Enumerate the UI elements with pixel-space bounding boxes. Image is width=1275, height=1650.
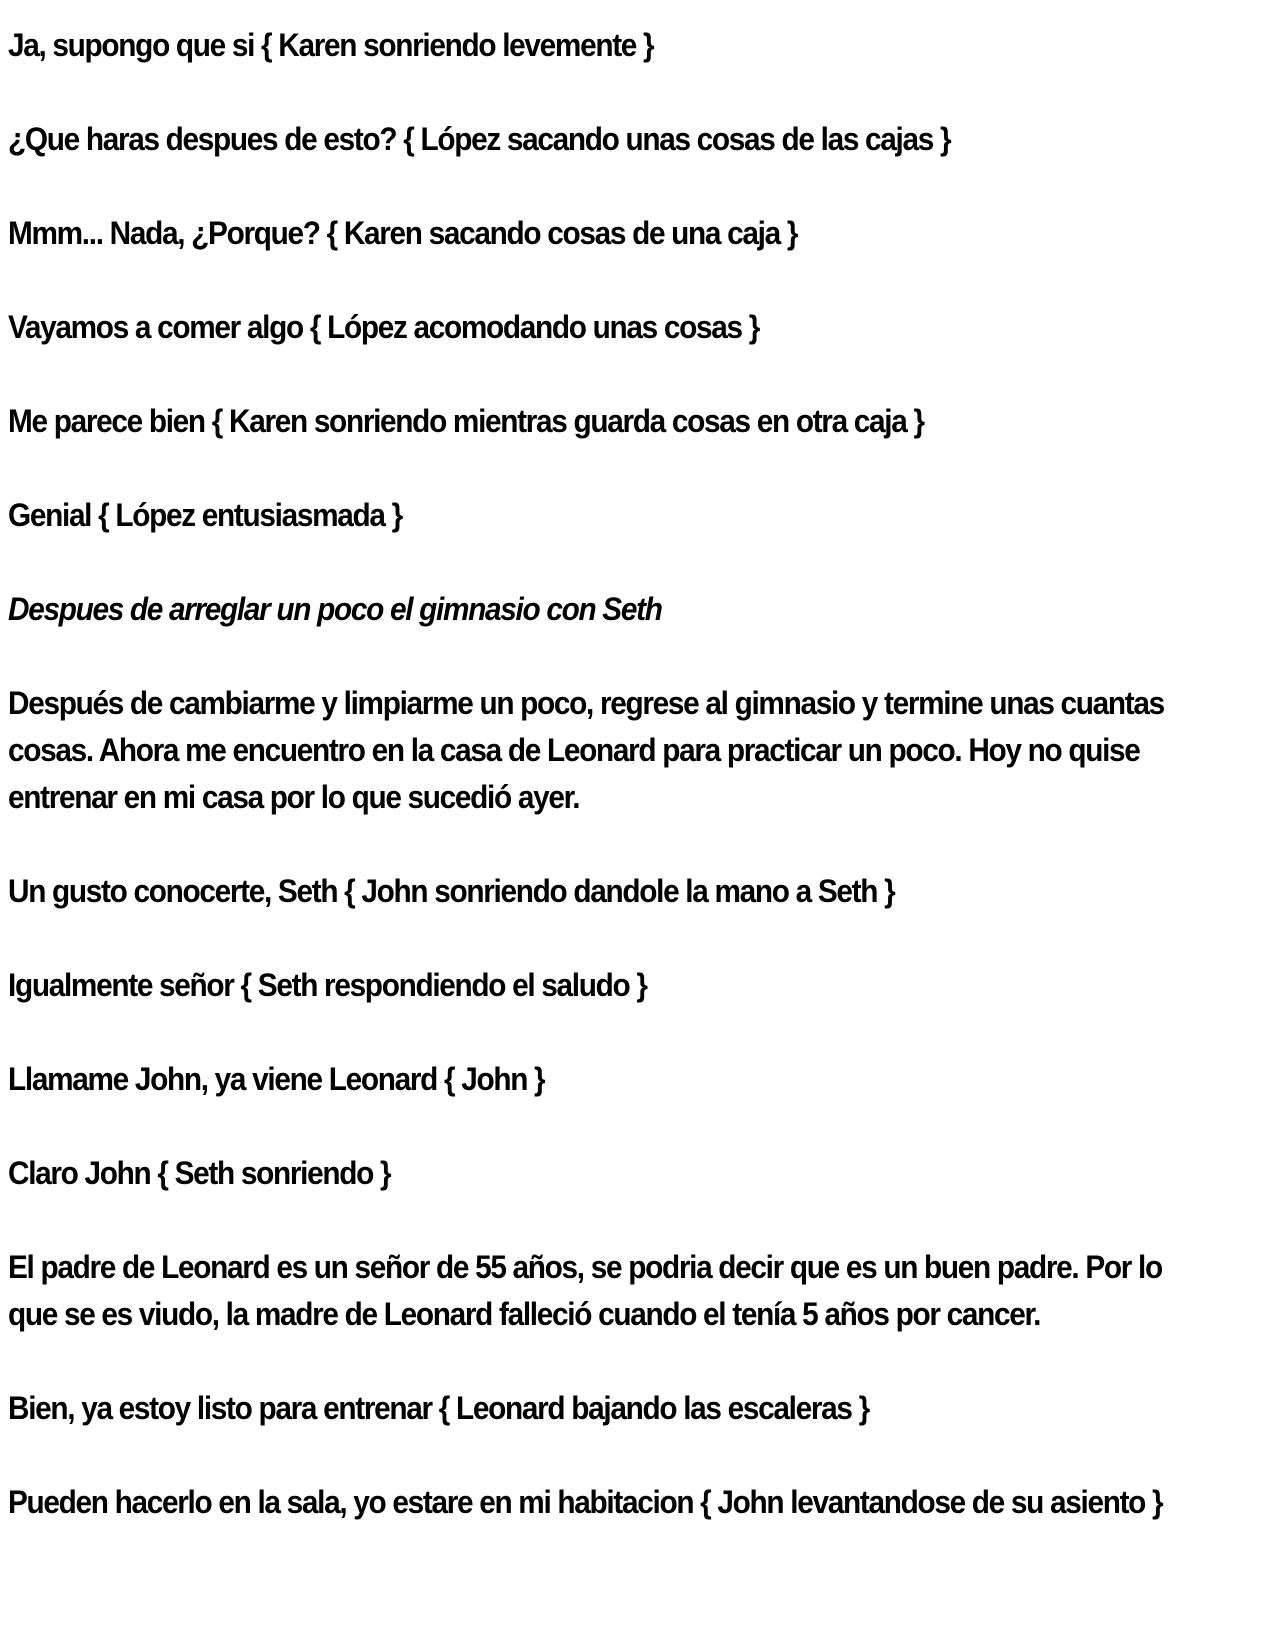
paragraph-1: Ja, supongo que si { Karen sonriendo levemente } <box>8 27 654 63</box>
paragraph-4: Vayamos a comer algo { López acomodando unas cosas } <box>8 309 759 345</box>
scene-heading: Despues de arreglar un poco el gimnasio con Seth <box>8 591 662 627</box>
paragraph-10: Igualmente señor { Seth respondiendo el saludo } <box>8 967 647 1003</box>
paragraph-6: Genial { López entusiasmada } <box>8 497 402 533</box>
paragraph-2: ¿Que haras despues de esto? { López sacando unas cosas de las cajas } <box>8 121 951 157</box>
narration-paragraph-1: Después de cambiarme y limpiarme un poco, regrese al gimnasio y termine unas cuantas cosas. Ahora me encuentro en la casa de Leonard para practicar un poco. Hoy no quise entrenar en mi casa por lo que sucedió ayer. <box>8 685 1164 815</box>
paragraph-12: Claro John { Seth sonriendo } <box>8 1155 391 1191</box>
paragraph-11: Llamame John, ya viene Leonard { John } <box>8 1061 545 1097</box>
paragraph-5: Me parece bien { Karen sonriendo mientras guarda cosas en otra caja } <box>8 403 924 439</box>
document-page <box>8 22 1175 1526</box>
narration-paragraph-2: El padre de Leonard es un señor de 55 años, se podria decir que es un buen padre. Por lo que se es viudo, la madre de Leonard falleció cuando el tenía 5 años por cancer. <box>8 1249 1162 1332</box>
paragraph-9: Un gusto conocerte, Seth { John sonriendo dandole la mano a Seth } <box>8 873 895 909</box>
paragraph-3: Mmm... Nada, ¿Porque? { Karen sacando cosas de una caja } <box>8 215 798 251</box>
paragraph-15: Pueden hacerlo en la sala, yo estare en mi habitacion { John levantandose de su asiento } <box>8 1484 1163 1520</box>
paragraph-14: Bien, ya estoy listo para entrenar { Leonard bajando las escaleras } <box>8 1390 869 1426</box>
